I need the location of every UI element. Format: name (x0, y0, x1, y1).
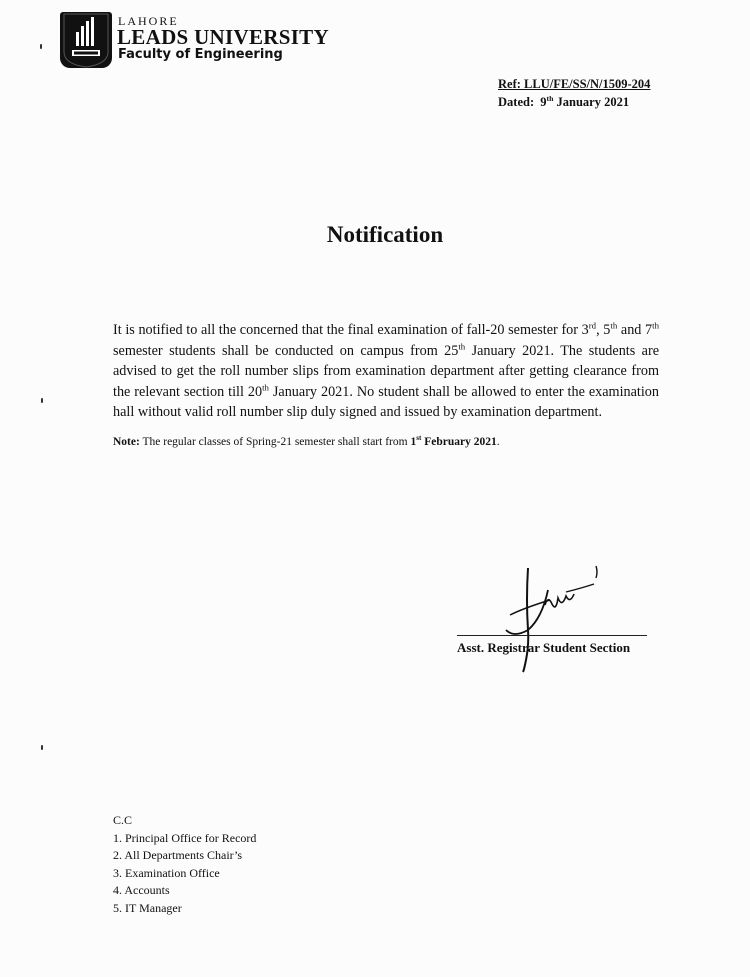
note-end: . (496, 436, 500, 448)
cc-item: 3. Examination Office (113, 865, 220, 880)
note-text: The regular classes of Spring-21 semester shall start from (139, 436, 411, 448)
signature-line (457, 635, 647, 636)
letterhead-university: LEADS UNIVERSITY (117, 25, 329, 49)
note-label: Note: (113, 436, 140, 448)
body-sup-5: th (262, 381, 269, 392)
scan-speck (40, 44, 42, 49)
notification-body (113, 320, 659, 423)
date-day: 9 (540, 95, 547, 109)
issue-date (498, 95, 629, 110)
note-day: 1 (410, 436, 417, 448)
note (113, 436, 673, 448)
letterhead-city: LAHORE (118, 14, 179, 28)
leads-university-crest-icon (60, 12, 112, 68)
dated-label: Dated: (498, 95, 535, 109)
cc-label: C.C (113, 813, 133, 827)
body-text-4: semester students shall be conducted on campus from 25 (113, 342, 459, 359)
body-sup-4: th (458, 340, 466, 351)
cc-item: 5. IT Manager (113, 900, 182, 915)
letterhead-faculty: Faculty of Engineering (118, 47, 283, 62)
handwritten-signature (490, 560, 610, 675)
note-day-suffix: st (416, 434, 422, 443)
cc-item: 2. All Departments Chair’s (113, 848, 243, 862)
body-sup-3: th (652, 320, 659, 331)
body-text-5: January 2021. The students are advised to get the roll number slips from examination department after getting clearance from the relevant section till 20 (113, 342, 659, 400)
body-text-3: and 7 (617, 322, 653, 338)
scan-speck (41, 745, 43, 750)
body-text-1: It is notified to all the concerned that the final examination of fall-20 semester for 3 (113, 322, 589, 338)
date-day-suffix: th (546, 93, 554, 103)
reference-number: Ref: LLU/FE/SS/N/1509-204 (498, 77, 651, 91)
cc-list (113, 812, 256, 917)
body-text-2: , 5 (596, 322, 611, 338)
note-month-year: February 2021 (421, 436, 497, 448)
page-title: Notification (326, 222, 444, 247)
body-sup-2: th (610, 320, 618, 331)
cc-item: 4. Accounts (113, 883, 170, 897)
body-text-6: January 2021. No student shall be allowed to enter the examination hall without valid roll number slip duly signed and issued by examination department. (113, 383, 659, 420)
signatory-title: Asst. Registrar Student Section (457, 640, 631, 655)
scan-speck (41, 398, 43, 403)
cc-item: 1. Principal Office for Record (113, 830, 257, 845)
body-sup-1: rd (588, 320, 597, 331)
date-month-year: January 2021 (556, 95, 630, 109)
